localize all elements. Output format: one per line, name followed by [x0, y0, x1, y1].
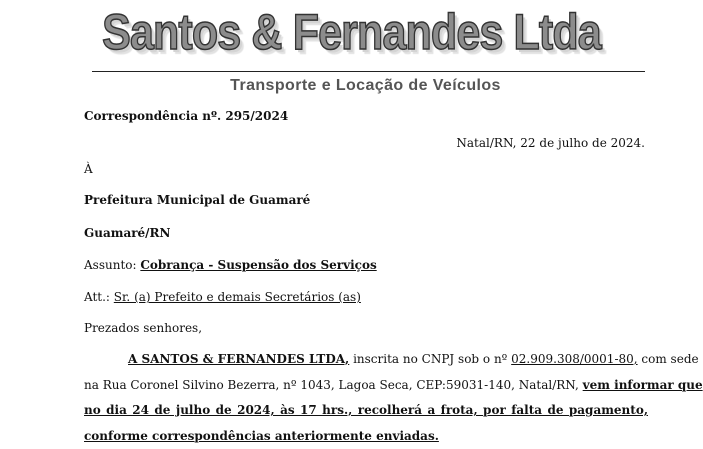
body-paragraph — [84, 347, 703, 449]
body-line-4: conforme correspondências anteriormente enviadas. — [84, 428, 439, 443]
attention-text: Sr. (a) Prefeito e demais Secretários (as) — [113, 290, 361, 304]
body-line-3: no dia 24 de julho de 2024, às 17 hrs., recolherá a frota, por falta de pagamento, — [84, 403, 648, 417]
company-tagline: Transporte e Locação de Veículos — [230, 77, 501, 94]
body-company-name: A SANTOS & FERNANDES LTDA, — [128, 352, 350, 366]
body-line-1 — [84, 347, 699, 373]
attention-line — [84, 290, 361, 304]
company-logo-title: Santos & Fernandes Ltda — [102, 4, 601, 60]
body-cnpj: 02.909.308/0001-80, — [511, 352, 638, 366]
salutation-to: À — [84, 162, 93, 176]
subject-label: Assunto: — [84, 258, 137, 272]
body-line-2 — [84, 373, 703, 399]
body-notice-start: vem informar que — [582, 377, 703, 392]
body-address: na Rua Coronel Silvino Bezerra, nº 1043, Lagoa Seca, CEP:59031-140, Natal/RN, — [84, 377, 579, 392]
correspondence-number: Correspondência nº. 295/2024 — [84, 109, 289, 123]
letterhead — [0, 0, 703, 100]
subject-line — [84, 258, 377, 272]
attention-label: Att.: — [84, 290, 110, 304]
letterhead-divider — [92, 71, 645, 72]
subject-text: Cobrança - Suspensão dos Serviços — [140, 258, 377, 272]
recipient-name: Prefeitura Municipal de Guamaré — [84, 193, 311, 207]
place-date: Natal/RN, 22 de julho de 2024. — [456, 136, 645, 150]
body-cnpj-intro: inscrita no CNPJ sob o nº — [353, 352, 508, 366]
body-seat-intro: com sede — [641, 352, 699, 366]
recipient-city: Guamaré/RN — [84, 226, 171, 240]
greeting: Prezados senhores, — [84, 321, 203, 335]
